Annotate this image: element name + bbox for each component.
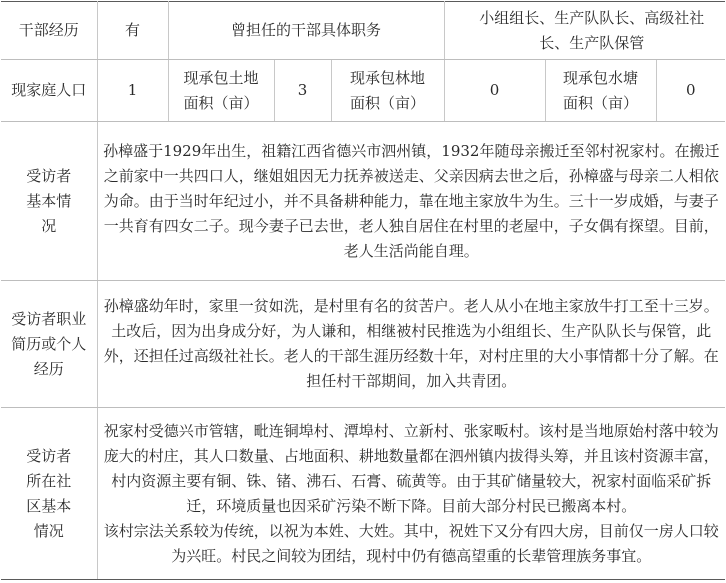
positions-value: 小组组长、生产队队长、高级社社长、生产队保管 bbox=[444, 2, 725, 60]
household-label: 现家庭人口 bbox=[1, 60, 97, 122]
cadre-history-value: 有 bbox=[97, 2, 168, 60]
community-label: 受访者所在社区基本情况 bbox=[1, 408, 97, 580]
basic-info-text: 孙樟盛于1929年出生，祖籍江西省德兴市泗州镇，1932年随母亲搬迁至邻村祝家村。在搬迁之前家中一共四口人，继姐姐因无力抚养被送走、父亲因病去世之后，孙樟盛与母亲二人相依为命。由于当时年纪过小，并不具备耕种能力，靠在地主家放牛为生。三十一岁成婚，与妻子一共育有四女二子。现今妻子已去世，老人独自居住在村里的老屋中，子女偶有探望。目前，老人生活尚能自理。 bbox=[97, 122, 725, 281]
community-paragraph-1: 祝家村受德兴市管辖，毗连铜埠村、潭埠村、立新村、张家畈村。该村是当地原始村落中较为庞大的村庄，其人口数量、占地面积、耕地数量都在泗州镇内拔得头筹，并且该村资源丰富，村内资源主要有铜、铢、锗、沸石、石膏、硫黄等。由于其矿储量较大，祝家村面临采矿拆迁，环境质量也因采矿污染不断下降。目前大部分村民已搬离本村。 bbox=[103, 421, 719, 515]
household-value: 1 bbox=[97, 60, 168, 122]
positions-label: 曾担任的干部具体职务 bbox=[168, 2, 444, 60]
land-area-label: 现承包土地面积（亩） bbox=[168, 60, 274, 122]
pond-area-label: 现承包水塘面积（亩） bbox=[545, 60, 656, 122]
career-label: 受访者职业简历或个人经历 bbox=[1, 281, 97, 408]
forest-area-label: 现承包林地面积（亩） bbox=[331, 60, 444, 122]
basic-info-row bbox=[1, 122, 725, 281]
community-row bbox=[1, 408, 725, 580]
cadre-row bbox=[1, 2, 725, 60]
pond-area-value: 0 bbox=[656, 60, 725, 122]
land-area-value: 3 bbox=[274, 60, 331, 122]
community-text bbox=[97, 408, 725, 580]
forest-area-value: 0 bbox=[444, 60, 545, 122]
interviewee-info-table bbox=[1, 1, 725, 580]
basic-info-label: 受访者基本情况 bbox=[1, 122, 97, 281]
career-row bbox=[1, 281, 725, 408]
career-text: 孙樟盛幼年时，家里一贫如洗，是村里有名的贫苦户。老人从小在地主家放牛打工至十三岁。土改后，因为出身成分好，为人谦和，相继被村民推选为小组组长、生产队队长与保管，此外，还担任过高级社社长。老人的干部生涯历经数十年，对村庄里的大小事情都十分了解。在担任村干部期间，加入共青团。 bbox=[97, 281, 725, 408]
cadre-history-label: 干部经历 bbox=[1, 2, 97, 60]
community-paragraph-2: 该村宗法关系较为传统，以祝为本姓、大姓。其中，祝姓下又分有四大房，目前仅一房人口较为兴旺。村民之间较为团结，现村中仍有德高望重的长辈管理族务事宜。 bbox=[103, 521, 719, 565]
household-row bbox=[1, 60, 725, 122]
